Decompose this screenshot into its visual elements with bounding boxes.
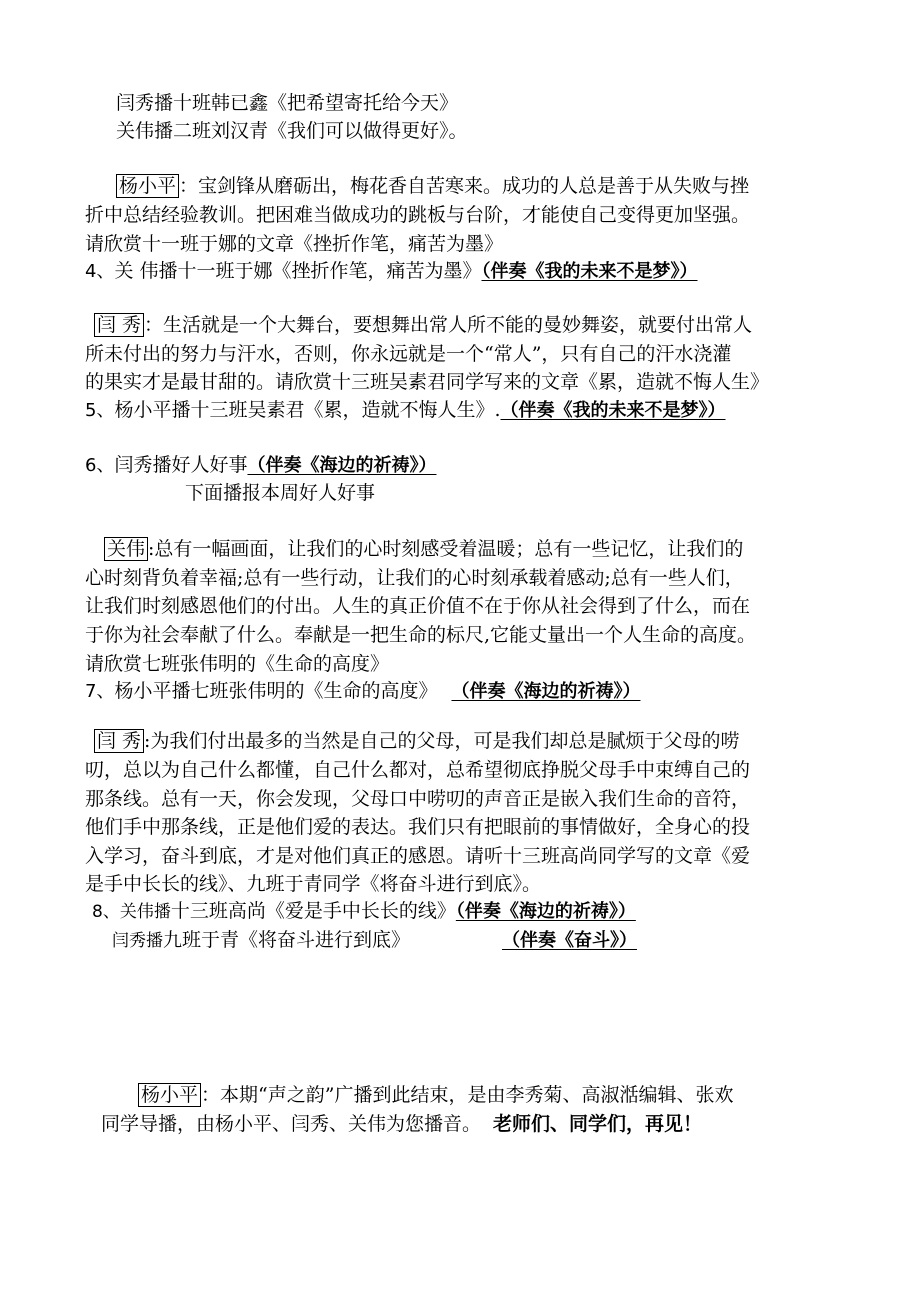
para-yang2-line1: [138, 1082, 733, 1108]
item-number: 7、: [85, 681, 115, 702]
item-text: 杨小平播十三班吴素君《累，造就不悔人生》.: [114, 399, 501, 421]
para-yan1-line3: 的果实才是最甘甜的。请欣赏十三班吴素君同学写来的文章《累，造就不悔人生》: [85, 371, 770, 393]
para-yang1-line2: 折中总结经验教训。把困难当做成功的跳板与台阶，才能使自己变得更加坚强。: [85, 204, 751, 226]
accompaniment-label: （伴奏《我的未来不是梦》）: [500, 400, 726, 421]
program-item-6: [85, 452, 436, 479]
item-number: 5、: [85, 400, 115, 421]
para-yan1-line2: 所未付出的努力与汗水，否则，你永远就是一个“常人”，只有自己的汗水浇灌: [85, 343, 732, 365]
program-item-6-sub: 下面播报本周好人好事: [185, 482, 376, 504]
para-yan2-line1: [94, 728, 739, 754]
para-text: 同学导播，由杨小平、闫秀、关伟为您播音。: [101, 1113, 482, 1135]
program-item-4: [85, 258, 698, 285]
item-speaker: 关伟播: [119, 902, 171, 922]
para-yan2-line5: 入学习，奋斗到底，才是对他们真正的感恩。请听十三班高尚同学写的文章《爱: [85, 845, 751, 867]
speaker-label: 闫 秀: [94, 729, 144, 753]
item-number: 6、: [85, 455, 115, 476]
program-item-8b-accompaniment: [502, 927, 637, 954]
program-item-8a: [92, 898, 636, 925]
line-l2: 关伟播二班刘汉青《我们可以做得更好》。: [116, 120, 468, 142]
para-yan2-line4: 他们手中那条线，正是他们爱的表达。我们只有把眼前的事情做好，全身心的投: [85, 816, 751, 838]
para-yan2-line3: 那条线。总有一天，你会发现，父母口中唠叨的声音正是嵌入我们生命的音符，: [85, 788, 751, 810]
speaker-label: 杨小平: [116, 174, 179, 198]
para-guan1-line1: [104, 536, 743, 562]
item-text: 关 伟播十一班于娜《挫折作笔，痛苦为墨》: [114, 260, 482, 282]
para-yan2-line2: 叨，总以为自己什么都懂，自己什么都对，总希望彻底挣脱父母手中束缚自己的: [85, 759, 751, 781]
para-text: ：生活就是一个大舞台，要想舞出常人所不能的曼妙舞姿，就要付出常人: [144, 314, 753, 336]
speaker-label: 关伟: [104, 537, 148, 561]
item-text: 九班于青《将奋斗进行到底》: [163, 929, 411, 951]
para-yan2-line6: 是手中长长的线》、九班于青同学《将奋斗进行到底》。: [85, 873, 542, 895]
para-guan1-line4: 于你为社会奉献了什么。奉献是一把生命的标尺,它能丈量出一个人生命的高度。: [85, 624, 757, 646]
para-text: :总有一幅画面，让我们的心时刻感受着温暖；总有一些记忆，让我们的: [148, 538, 744, 560]
item-speaker: 闫秀播: [112, 931, 163, 951]
para-text: ：本期“声之韵”广播到此结束，是由李秀菊、高淑湉编辑、张欢: [201, 1084, 734, 1106]
program-item-7: [85, 678, 640, 705]
item-number: 8、: [92, 902, 120, 922]
line-l1: 闫秀播十班韩已鑫《把希望寄托给今天》: [116, 92, 459, 114]
para-guan1-line5: 请欣赏七班张伟明的《生命的高度》: [85, 653, 390, 675]
para-guan1-line2: 心时刻背负着幸福;总有一些行动，让我们的心时刻承载着感动;总有一些人们，: [85, 567, 744, 589]
para-yang2-line2: [101, 1111, 702, 1137]
accompaniment-label: （伴奏《奋斗》）: [502, 930, 637, 951]
para-yang1-line1: [116, 173, 749, 199]
closing-farewell: 老师们、同学们，再见！: [493, 1113, 703, 1135]
item-number: 4、: [85, 261, 115, 282]
accompaniment-label: （伴奏《海边的祈祷》）: [455, 901, 636, 922]
para-yang1-line3: 请欣赏十一班于娜的文章《挫折作笔，痛苦为墨》: [85, 233, 504, 255]
para-guan1-line3: 让我们时刻感恩他们的付出。人生的真正价值不在于你从社会得到了什么，而在: [85, 595, 751, 617]
accompaniment-label: （伴奏《我的未来不是梦》）: [481, 261, 698, 282]
item-text: 闫秀播好人好事: [114, 454, 248, 476]
program-item-8b: [112, 927, 410, 954]
accompaniment-label: （伴奏《海边的祈祷》）: [451, 681, 641, 702]
item-text: 杨小平播七班张伟明的《生命的高度》: [114, 680, 438, 702]
accompaniment-label: （伴奏《海边的祈祷》）: [247, 455, 437, 476]
speaker-label: 杨小平: [138, 1083, 201, 1107]
para-text: ：宝剑锋从磨砺出，梅花香自苦寒来。成功的人总是善于从失败与挫: [179, 175, 750, 197]
item-text: 十三班高尚《爱是手中长长的线》: [170, 900, 456, 922]
program-item-5: [85, 397, 726, 424]
para-text: :为我们付出最多的当然是自己的父母，可是我们却总是腻烦于父母的唠: [144, 730, 740, 752]
speaker-label: 闫 秀: [94, 313, 144, 337]
para-yan1-line1: [94, 312, 752, 338]
